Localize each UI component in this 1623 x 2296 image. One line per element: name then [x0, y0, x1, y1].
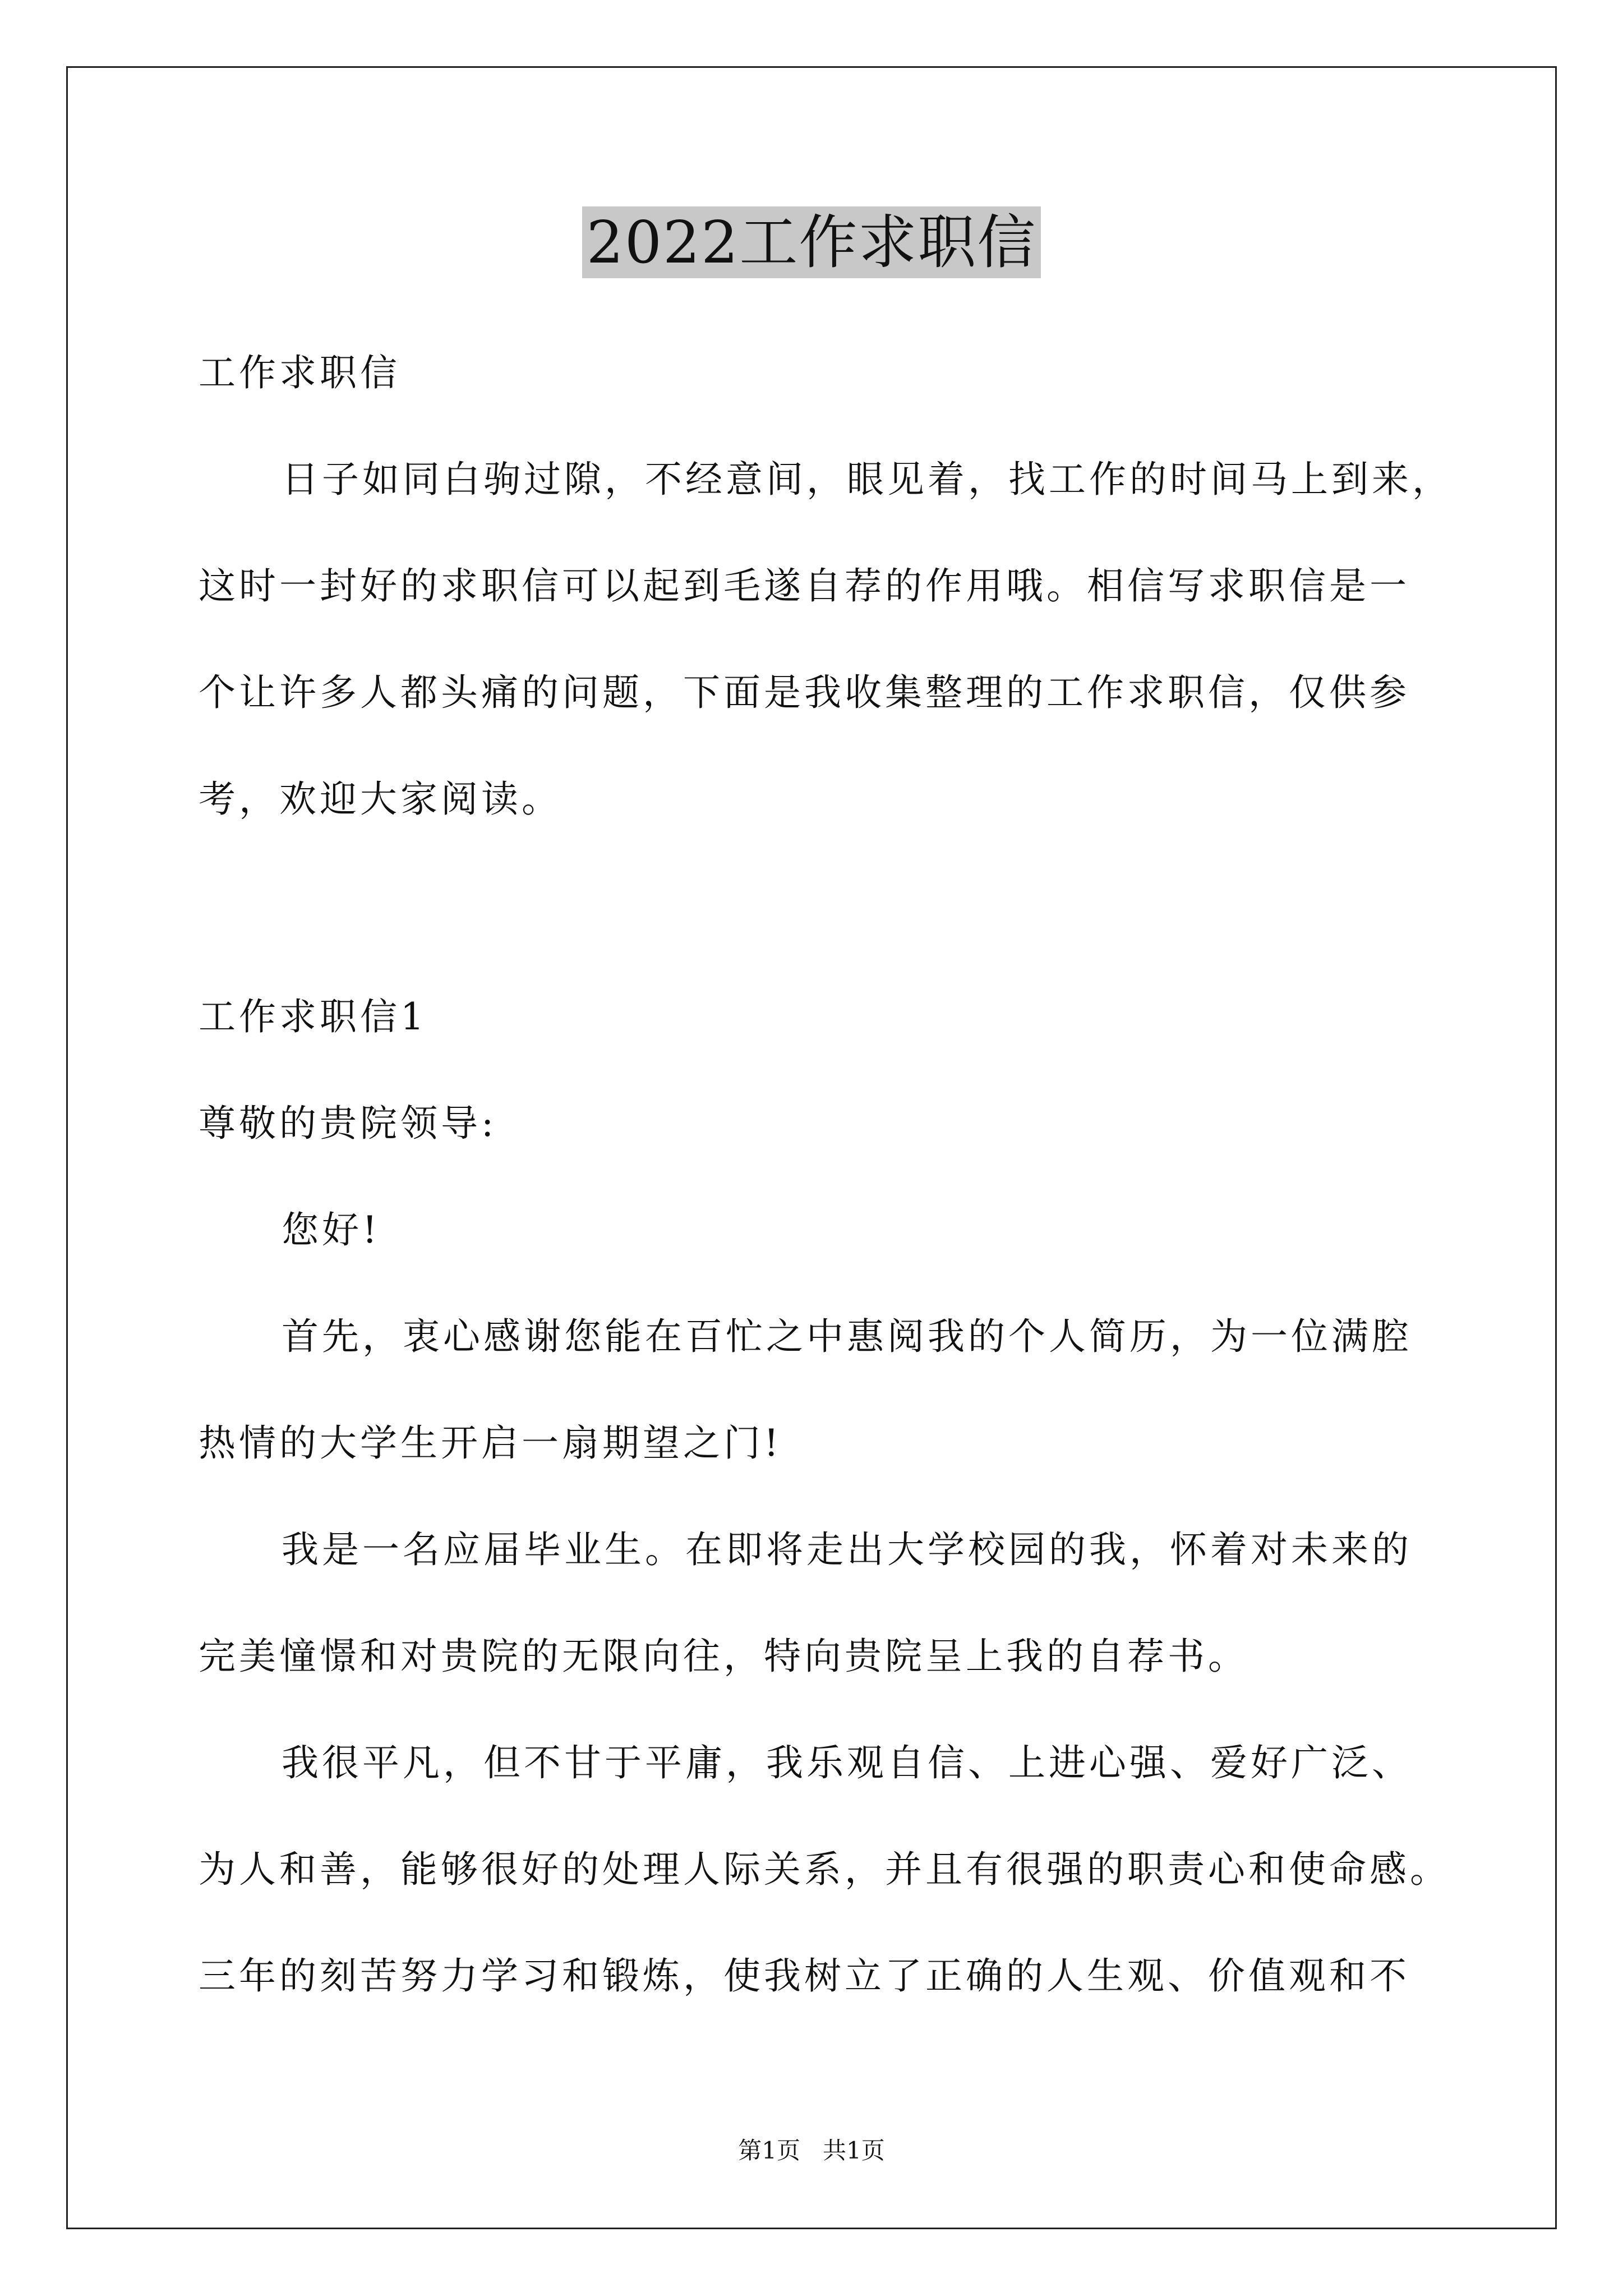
- paragraph-line: 日子如同白驹过隙，不经意间，眼见着，找工作的时间马上到来，: [282, 458, 1453, 501]
- page-number: 第1页: [738, 2137, 800, 2164]
- paragraph-line: 三年的刻苦努力学习和锻炼，使我树立了正确的人生观、价值观和不: [199, 1954, 1410, 1998]
- page-footer: [0, 2135, 1623, 2166]
- section-heading: 工作求职信1: [199, 995, 427, 1038]
- paragraph-line: 这时一封好的求职信可以起到毛遂自荐的作用哦。相信写求职信是一: [199, 564, 1410, 608]
- section-heading: 工作求职信: [199, 351, 400, 394]
- title-wrap: [0, 206, 1623, 278]
- salutation: 尊敬的贵院领导:: [199, 1102, 497, 1145]
- paragraph-line: 完美憧憬和对贵院的无限向往，特向贵院呈上我的自荐书。: [199, 1635, 1248, 1678]
- page-total: 共1页: [823, 2137, 885, 2164]
- paragraph-line: 我是一名应届毕业生。在即将走出大学校园的我，怀着对未来的: [282, 1528, 1412, 1571]
- paragraph-line: 考，欢迎大家阅读。: [199, 777, 562, 821]
- paragraph-line: 热情的大学生开启一扇期望之门!: [199, 1421, 782, 1465]
- paragraph-line: 首先，衷心感谢您能在百忙之中惠阅我的个人简历，为一位满腔: [282, 1315, 1412, 1358]
- paragraph-line: 个让许多人都头痛的问题，下面是我收集整理的工作求职信，仅供参: [199, 671, 1410, 714]
- greeting: 您好!: [282, 1208, 381, 1251]
- paragraph-line: 我很平凡，但不甘于平庸，我乐观自信、上进心强、爱好广泛、: [282, 1741, 1412, 1784]
- document-title: 2022工作求职信: [582, 206, 1041, 278]
- paragraph-line: 为人和善，能够很好的处理人际关系，并且有很强的职责心和使命感。: [199, 1848, 1450, 1891]
